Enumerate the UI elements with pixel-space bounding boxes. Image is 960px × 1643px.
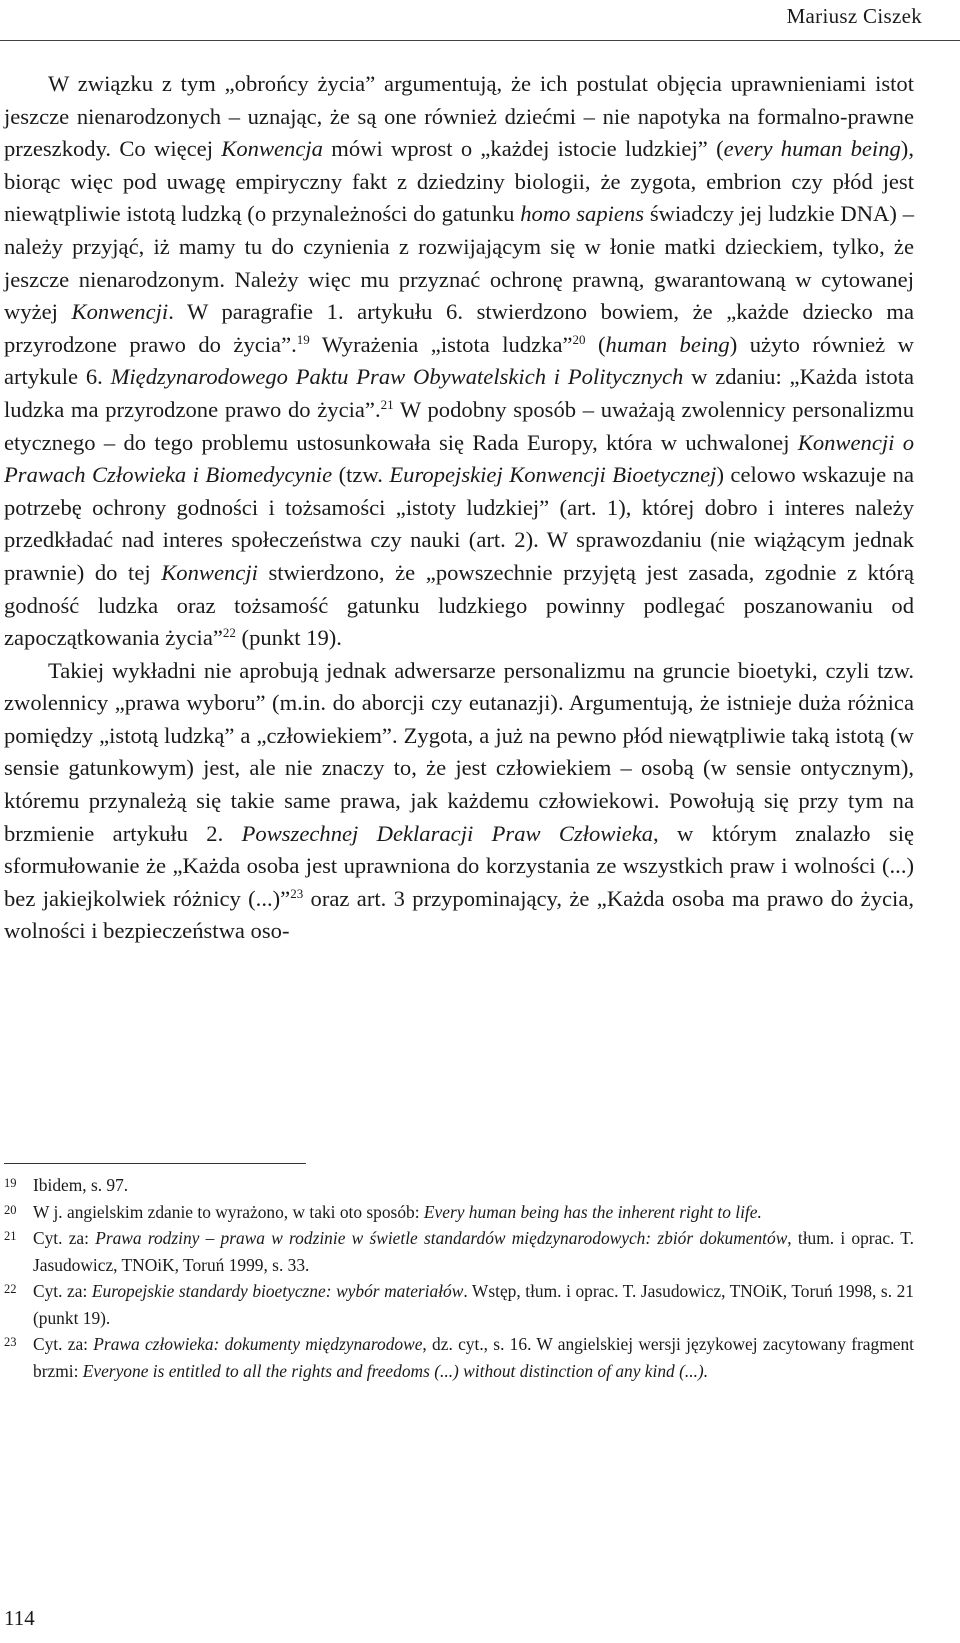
footnote-reference: 22	[222, 625, 236, 641]
running-header-author: Mariusz Ciszek	[786, 4, 922, 28]
footnote-reference: 19	[296, 331, 310, 347]
italic-text: every human being	[723, 136, 901, 162]
page-number: 114	[4, 1606, 35, 1630]
italic-text: homo sapiens	[520, 201, 645, 227]
footnotes	[4, 1172, 914, 1384]
italic-text: Europejskiej Konwencji Bioetycznej	[389, 462, 717, 488]
text-run: Ibidem, s. 97.	[33, 1175, 129, 1195]
text-run: Wyrażenia „istota ludzka”	[309, 331, 573, 357]
footnote	[4, 1225, 914, 1278]
italic-text: Konwencji o Prawach Człowieka i Biomedycynie	[4, 429, 914, 488]
text-run: Cyt. za:	[33, 1334, 94, 1354]
text-run: mówi wprost o „każdej istocie ludzkiej” (	[322, 136, 724, 162]
text-run: (tzw.	[332, 462, 390, 488]
footnote	[4, 1331, 914, 1384]
text-run: stwierdzono, że „powszechnie przyjętą jest zasada, zgodnie z którą godność ludzka oraz tożsamość gatunku ludzkiego powinny podlegać poszanowaniu od zapoczątkowania życia”	[4, 559, 914, 651]
footnote-number: 20	[4, 1202, 17, 1217]
text-run: . Wstęp, tłum. i oprac. T. Jasudowicz, TNOiK, Toruń 1998, s. 21 (punkt 19).	[33, 1281, 914, 1328]
text-run: Cyt. za:	[33, 1281, 92, 1301]
footnote-number: 23	[4, 1335, 17, 1349]
footnote	[4, 1172, 914, 1199]
text-run: oraz art. 3 przypominający, że „Każda osoba ma prawo do życia, wolności i bezpieczeństwa oso-	[4, 885, 914, 944]
italic-text: Konwencja	[221, 136, 323, 162]
text-run: Cyt. za:	[33, 1228, 96, 1248]
footnote	[4, 1199, 914, 1226]
text-run: (	[585, 331, 606, 357]
text-run: W podobny sposób – uważają zwolennicy personalizmu etycznego – do tego problemu ustosunkowała się Rada Europy, która w uchwalonej	[4, 396, 914, 455]
text-run: (punkt 19).	[235, 625, 342, 651]
paragraph	[4, 68, 914, 655]
footnote-reference: 20	[572, 331, 586, 347]
paragraph	[4, 655, 914, 948]
italic-text: Konwencji	[71, 299, 169, 325]
italic-text: Prawa rodziny – prawa w rodzinie w świetle standardów międzynarodowych: zbiór dokumentów	[95, 1228, 788, 1248]
italic-text: Konwencji	[161, 559, 258, 585]
italic-text: Międzynarodowego Paktu Praw Obywatelskich i Politycznych	[110, 364, 684, 390]
footnote-reference: 23	[290, 885, 304, 901]
italic-text: Powszechnej Deklaracji Praw Człowieka	[241, 820, 654, 846]
italic-text: Prawa człowieka: dokumenty międzynarodowe	[93, 1334, 423, 1354]
text-run: ) użyto również w artykule 6.	[4, 331, 914, 390]
text-run: ), biorąc więc pod uwagę empiryczny fakt z dziedziny biologii, że zygota, embrion czy płód jest niewątpliwie istotą ludzką (o przynależności do gatunku	[4, 136, 914, 227]
footnote-separator	[4, 1163, 306, 1164]
footnote-reference: 21	[380, 396, 394, 412]
footnote-number: 19	[4, 1176, 17, 1190]
running-header	[0, 0, 960, 41]
italic-text: human being	[605, 331, 730, 357]
italic-text: Europejskie standardy bioetyczne: wybór materiałów	[91, 1281, 464, 1301]
main-text	[4, 68, 914, 948]
footnote-number: 22	[4, 1282, 17, 1296]
text-run: Takiej wykładni nie aprobują jednak adwersarze personalizmu na gruncie bioetyki, czyli tzw. zwolennicy „prawa wyboru” (m.in. do aborcji czy eutanazji). Argumentują, że istnieje duża różnica pomiędzy „istotą ludzką” a „człowiekiem”. Zygota, a już na pewno płód niewątpliwie taką istotą (w sensie gatunkowym) jest, ale nie znaczy to, że jest człowiekiem – osobą (w sensie ontycznym), któremu przynależą się takie same prawa, jak każdemu człowiekowi. Powołują się przy tym na brzmienie artykułu 2.	[4, 657, 914, 846]
text-run: , w którym znalazło się sformułowanie że „Każda osoba jest uprawniona do korzystania ze wszystkich praw i wolności (...) bez jakiejkolwiek różnicy (...)”	[4, 820, 914, 911]
italic-text: Everyone is entitled to all the rights and freedoms (...) without distinction of any kind (...).	[82, 1360, 709, 1381]
text-run: w zdaniu: „Każda istota ludzka ma przyrodzone prawo do życia”.	[4, 364, 915, 422]
footnote-number: 21	[4, 1229, 17, 1243]
text-run: W związku z tym „obrońcy życia” argumentują, że ich postulat objęcia uprawnieniami istot jeszcze nienarodzonych – uznając, że są one również dziećmi – nie napotyka na formalno-prawne przeszkody. Co więcej	[4, 71, 914, 162]
footnote	[4, 1278, 914, 1331]
text-run: W j. angielskim zdanie to wyrażono, w taki oto sposób:	[33, 1201, 424, 1222]
text-run: ) celowo wskazuje na potrzebę ochrony godności i tożsamości „istoty ludzkiej” (art. 1), której dobro i interes należy przedkładać nad interes społeczeństwa czy nauki (art. 2). W sprawozdaniu (nie wiążącym jednak prawnie) do tej	[4, 462, 914, 585]
text-run: , dz. cyt., s. 16. W angielskiej wersji językowej zacytowany fragment brzmi:	[33, 1334, 914, 1381]
italic-text: Every human being has the inherent right to life.	[423, 1201, 762, 1222]
text-run: , tłum. i oprac. T. Jasudowicz, TNOiK, Toruń 1999, s. 33.	[33, 1228, 914, 1275]
text-run: . W paragrafie 1. artykułu 6. stwierdzono bowiem, że „każde dziecko ma przyrodzone prawo do życia”.	[4, 299, 914, 357]
text-run: świadczy jej ludzkie DNA) – należy przyjąć, iż mamy tu do czynienia z rozwijającym się w łonie matki dzieckiem, tylko, że jeszcze nienarodzonym. Należy więc mu przyznać ochronę prawną, gwarantowaną w cytowanej wyżej	[4, 201, 914, 325]
